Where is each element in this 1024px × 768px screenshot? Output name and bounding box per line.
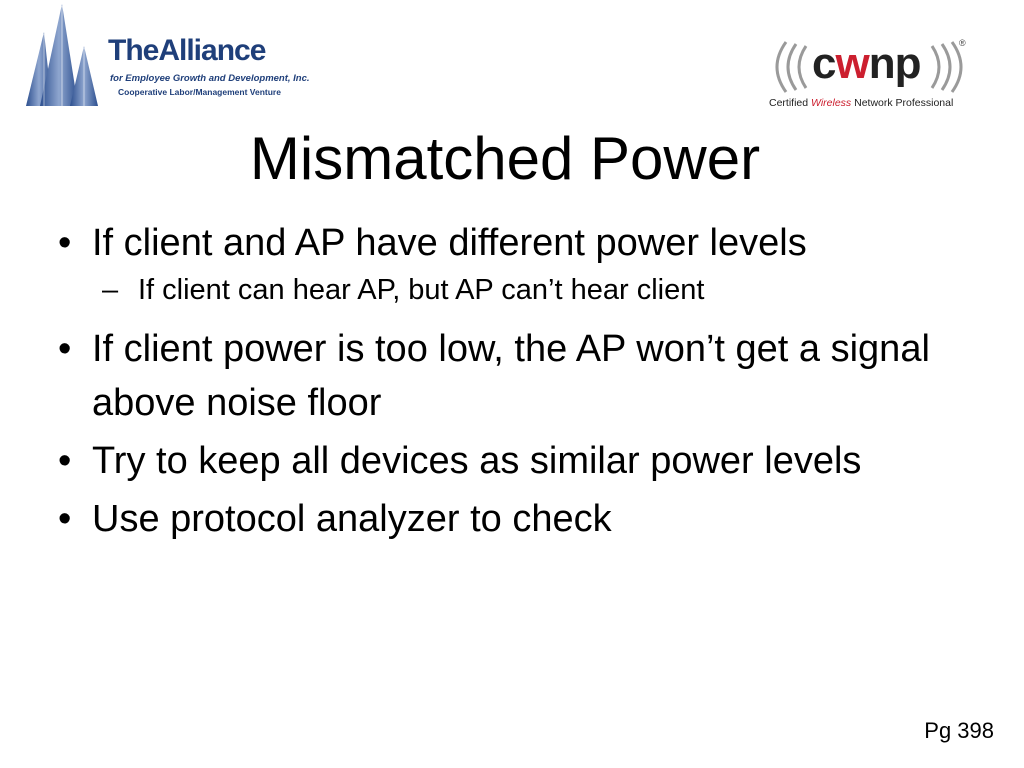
cwnp-tagline (769, 98, 953, 109)
bullet-item (58, 434, 978, 488)
alliance-tagline: Cooperative Labor/Management Venture (118, 87, 281, 97)
sub-bullet-item (58, 268, 978, 312)
wireless-waves-right-icon (928, 40, 972, 94)
cwnp-tag-prefix: Certified (769, 97, 812, 109)
alliance-towers-icon (22, 2, 102, 108)
cwnp-w: w (835, 39, 869, 88)
bullet-icon: • (58, 498, 72, 540)
bullet-text: Use protocol analyzer to check (92, 498, 612, 540)
wireless-waves-left-icon (766, 40, 810, 94)
registered-mark: ® (959, 38, 966, 48)
bullet-item (58, 492, 978, 546)
bullet-icon: • (58, 440, 72, 482)
alliance-logo (22, 2, 310, 108)
bullet-text: Try to keep all devices as similar power levels (92, 440, 862, 482)
cwnp-logo (764, 38, 974, 114)
page-reference: Pg 398 (924, 718, 994, 743)
bullet-item (58, 322, 978, 430)
bullet-icon: • (58, 222, 72, 264)
bullet-text: If client and AP have different power levels (92, 222, 807, 264)
bullet-icon: • (58, 328, 72, 370)
cwnp-c: c (812, 39, 836, 88)
bullet-text: If client power is too low, the AP won’t get a signal above noise floor (92, 328, 930, 424)
sub-bullet-text: If client can hear AP, but AP can’t hear client (138, 274, 705, 306)
bullet-item (58, 216, 978, 270)
cwnp-tag-wireless: Wireless (811, 97, 852, 109)
slide-title: Mismatched Power (249, 125, 761, 192)
alliance-name: TheAlliance (108, 34, 266, 67)
alliance-subtitle: for Employee Growth and Development, Inc. (110, 73, 310, 84)
cwnp-np: np (868, 39, 921, 88)
dash-icon: – (102, 274, 119, 306)
bullet-list (58, 216, 978, 550)
cwnp-wordmark (812, 39, 921, 88)
cwnp-tag-suffix: Network Professional (851, 97, 954, 109)
